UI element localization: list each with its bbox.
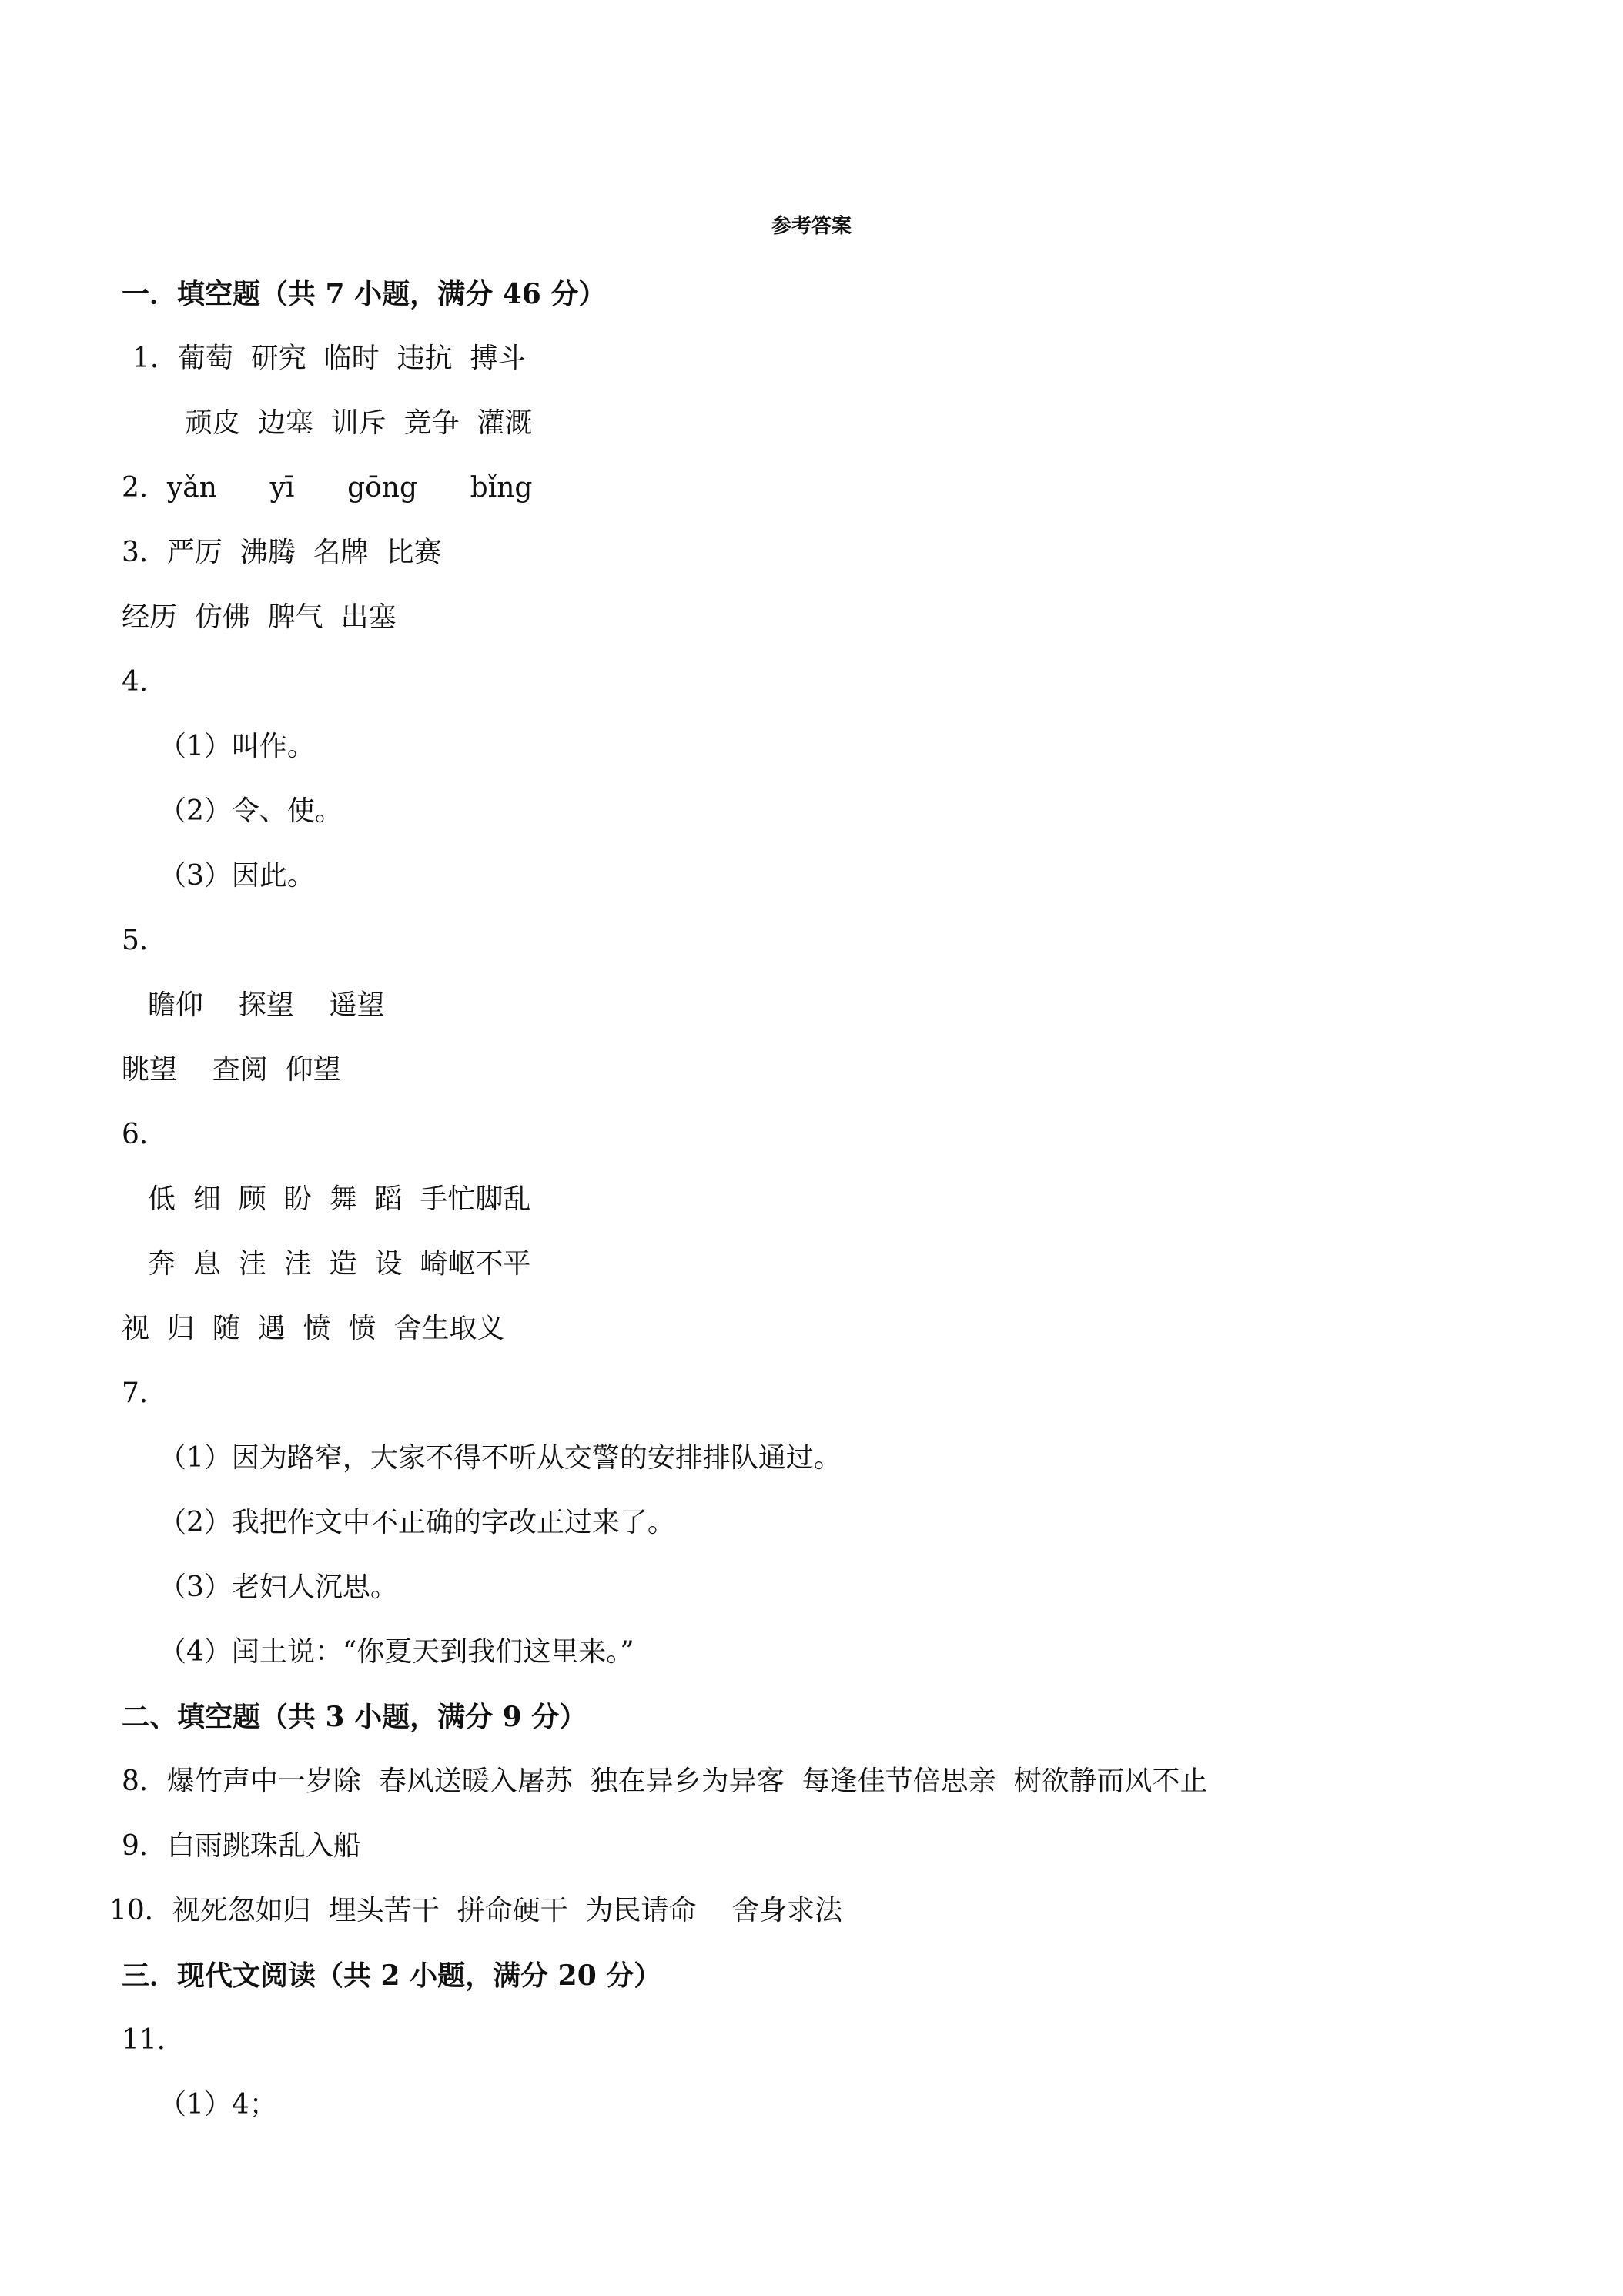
section-heading-3: 三．现代文阅读（共 2 小题，满分 20 分） [122,1960,662,1992]
question-number: 6． [122,1119,167,1150]
answer-line: 10．视死忽如归 埋头苦干 拼命硬干 为民请命 舍身求法 [109,1895,843,1926]
answer-line: （3）老妇人沉思。 [159,1571,398,1603]
answer-line: （1）叫作。 [159,731,315,762]
section-heading-2: 二、填空题（共 3 小题，满分 9 分） [122,1701,587,1733]
answer-line: （1）4； [159,2089,277,2120]
answer-line: 1．葡萄 研究 临时 违抗 搏斗 [132,343,526,374]
answer-line: 3．严厉 沸腾 名牌 比赛 [122,537,442,568]
answer-line: 经历 仿佛 脾气 出塞 [122,601,397,633]
question-number: 7． [122,1377,167,1409]
answer-line: （2）我把作文中不正确的字改正过来了。 [159,1507,675,1538]
section-heading-1: 一．填空题（共 7 小题，满分 46 分） [122,278,607,310]
page-title: 参考答案 [771,215,852,238]
answer-line: （1）因为路窄，大家不得不听从交警的安排排队通过。 [159,1442,842,1474]
question-number: 11． [122,2024,185,2056]
answer-line: （3）因此。 [159,860,315,892]
answer-line: 8．爆竹声中一岁除 春风送暖入屠苏 独在异乡为异客 每逢佳节倍思亲 树欲静而风不止 [122,1766,1208,1797]
answer-line: 眺望 查阅 仰望 [122,1054,341,1086]
answer-line: （2）令、使。 [159,795,343,827]
answer-line: 顽皮 边塞 训斥 竞争 灌溉 [185,407,533,439]
question-number: 4． [122,666,167,698]
answer-line: 奔 息 洼 洼 造 设 崎岖不平 [148,1248,531,1280]
answer-line: （4）闰土说：“你夏天到我们这里来。” [159,1636,634,1668]
answer-line: 视 归 随 遇 愤 愤 舍生取义 [122,1313,505,1344]
answer-line: 低 细 顾 盼 舞 蹈 手忙脚乱 [148,1183,531,1215]
question-number: 5． [122,925,167,956]
answer-line: 瞻仰 探望 遥望 [148,989,385,1021]
answer-line: 2．yǎn yī gōng bǐng [122,472,533,504]
answer-line: 9．白雨跳珠乱入船 [122,1830,361,1862]
